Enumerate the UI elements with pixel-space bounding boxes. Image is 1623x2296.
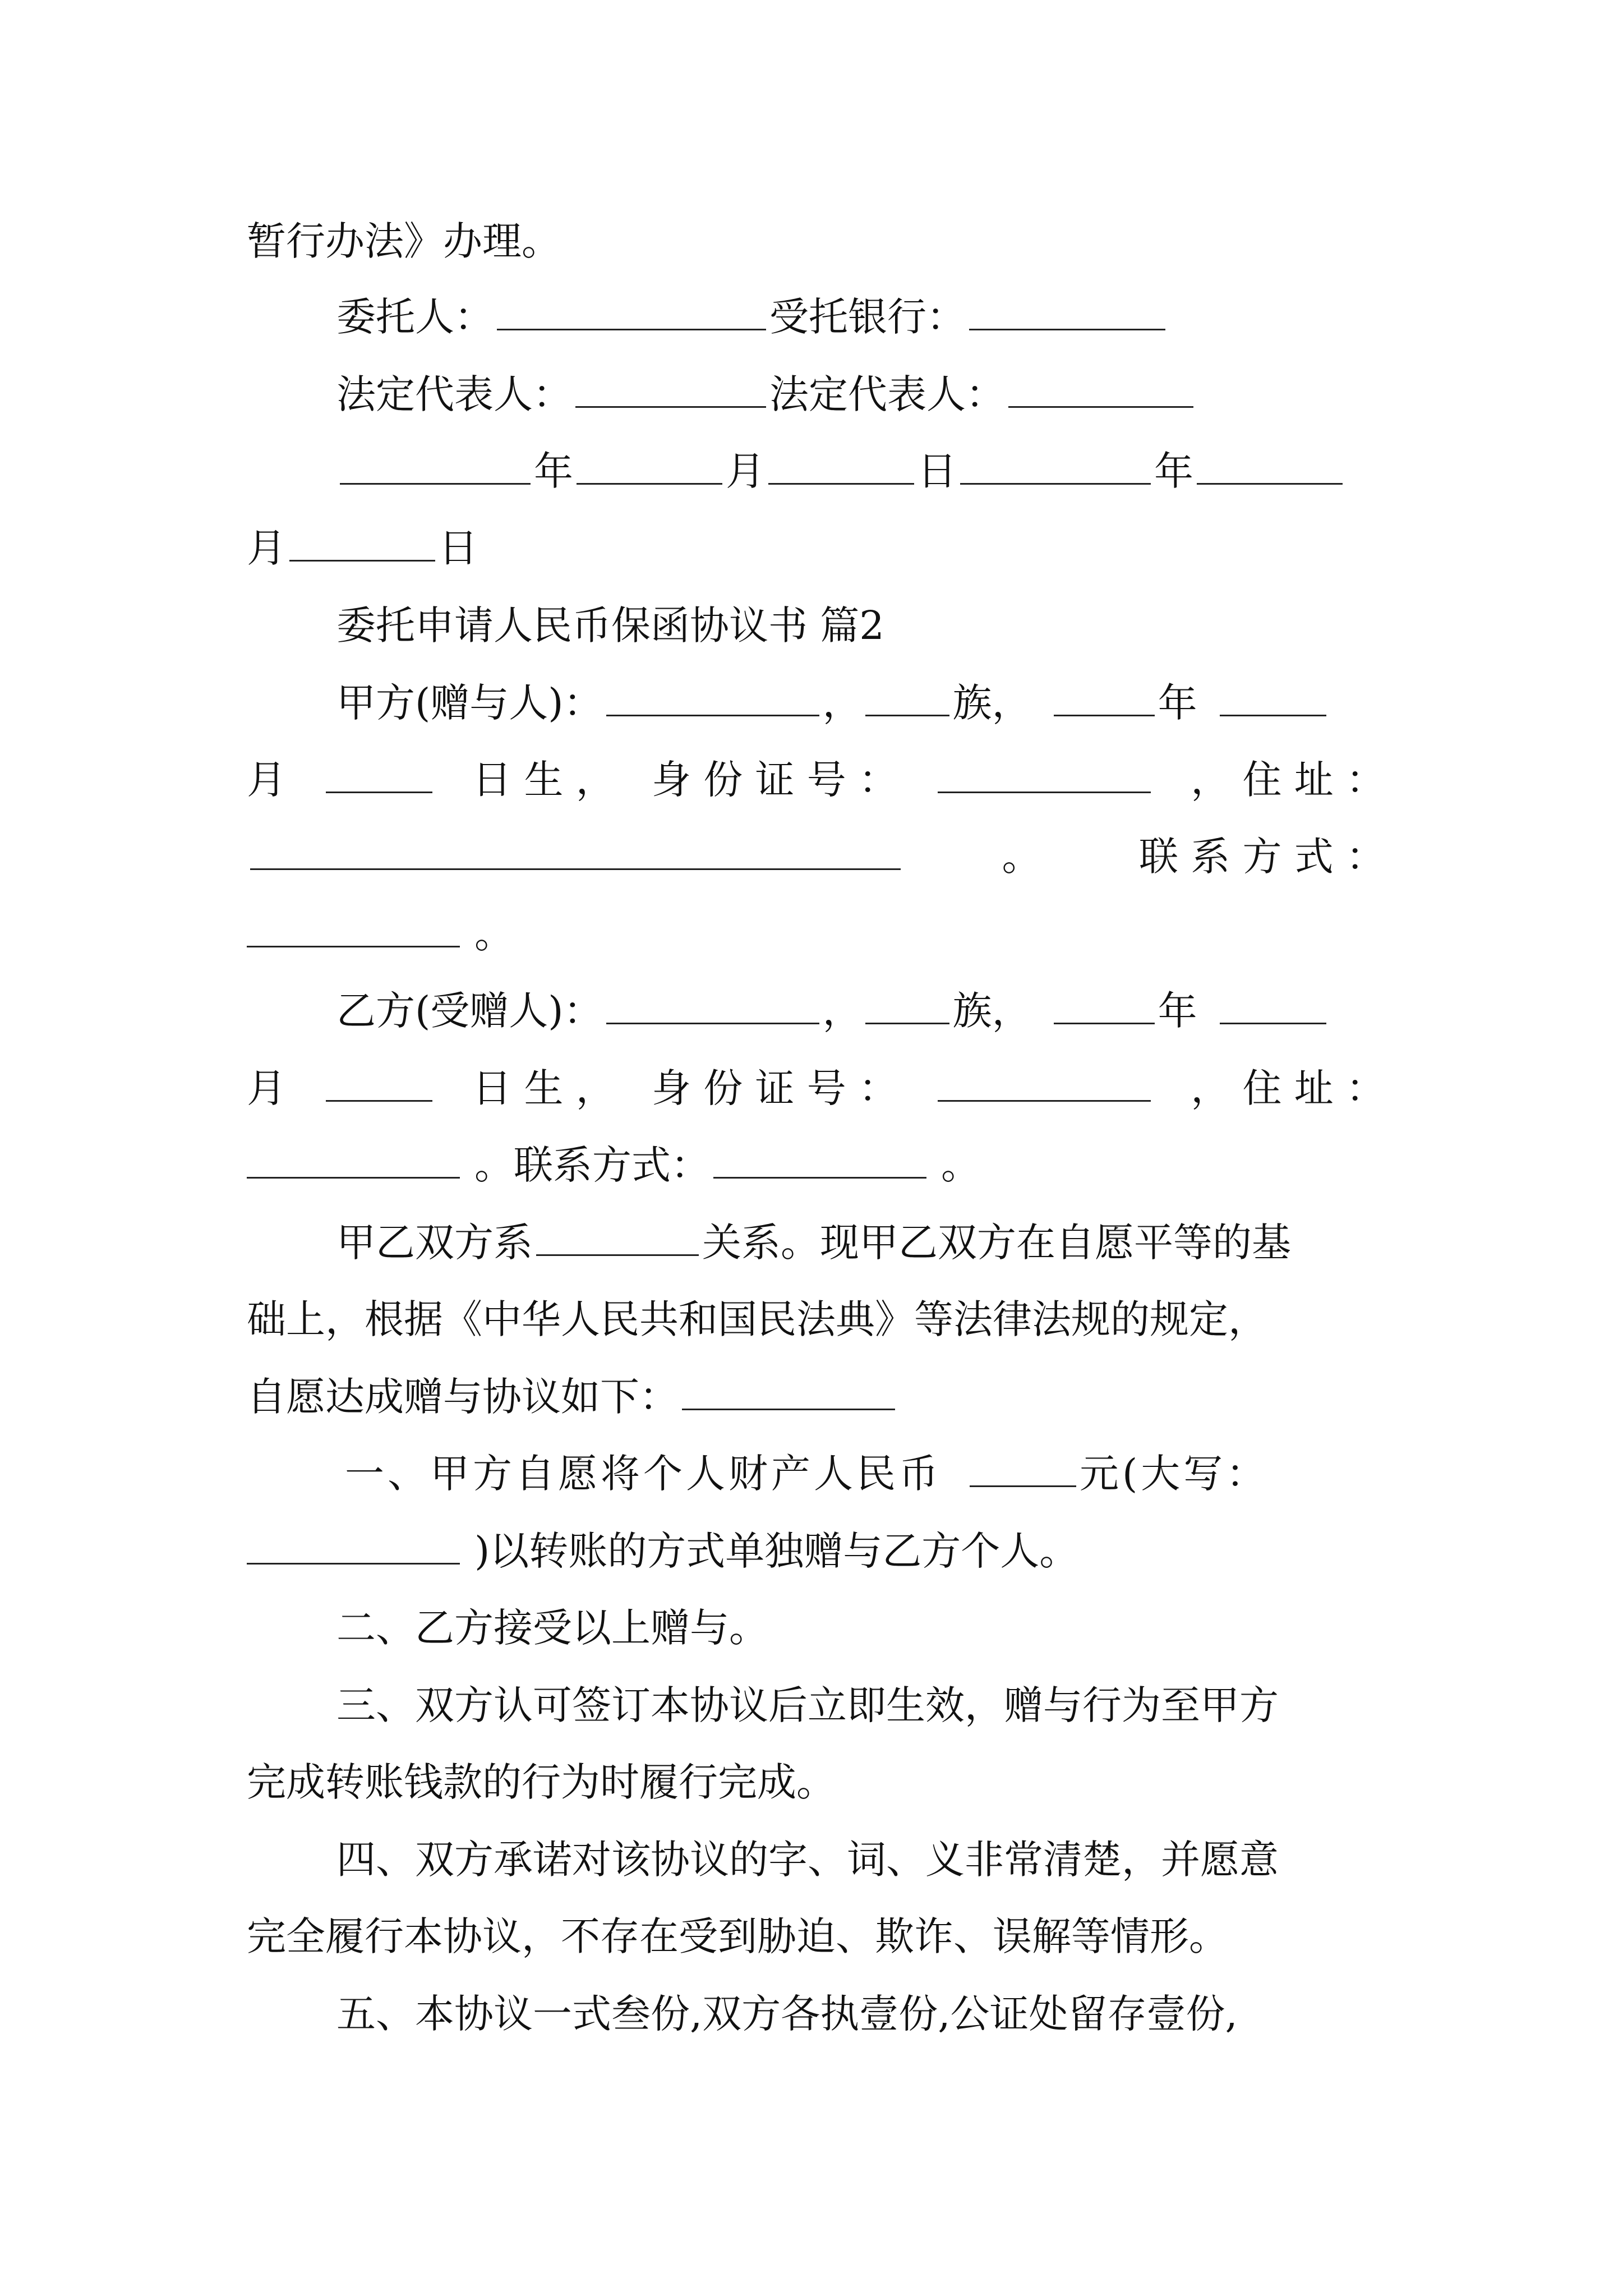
birth-label: 日 生 ，	[472, 757, 615, 803]
text-line	[247, 216, 1385, 266]
signature-line	[336, 292, 1385, 342]
month-label: 月	[247, 525, 286, 571]
contact-label: 。联系方式：	[474, 1142, 710, 1188]
address-label: ， 住 址 ：	[1191, 1065, 1385, 1111]
year-label: 年	[1158, 988, 1197, 1034]
blank-field	[340, 448, 531, 485]
blank-field	[577, 448, 722, 485]
blank-field	[497, 294, 766, 330]
day-label: 日	[439, 525, 478, 571]
paragraph-line	[247, 1372, 1385, 1422]
trustee-bank-label: 受托银行：	[769, 294, 966, 340]
month-label: 月	[247, 1065, 286, 1111]
clause-fragment: 元(大写：	[1080, 1451, 1269, 1497]
blank-field	[865, 988, 949, 1024]
clause-line	[336, 1680, 1385, 1731]
contact-label: 联 系 方 式 ：	[1138, 834, 1385, 880]
blank-field	[865, 680, 949, 716]
blank-field	[1008, 371, 1193, 408]
paragraph-fragment: 暂行办法》办理。	[247, 218, 561, 264]
blank-field	[970, 1451, 1076, 1487]
blank-field	[606, 988, 819, 1024]
id-number-label: 身 份 证 号 ：	[651, 1065, 898, 1111]
blank-field	[1054, 680, 1155, 716]
blank-field	[326, 1065, 432, 1102]
principal-label: 委托人：	[336, 294, 494, 340]
clause-fragment: 三、双方认可签订本协议后立即生效，赠与行为至甲方	[336, 1682, 1279, 1728]
clause-line	[247, 1757, 1385, 1807]
period: 。	[941, 1142, 980, 1188]
paragraph-line	[247, 1294, 1385, 1345]
period: 。	[1002, 834, 1041, 880]
clause-fragment: 完全履行本协议，不存在受到胁迫、欺诈、误解等情形。	[247, 1913, 1228, 1959]
clause-line	[345, 1448, 1394, 1499]
signature-line	[336, 369, 1385, 420]
blank-field	[1220, 988, 1326, 1024]
party-a-line	[247, 909, 1385, 959]
blank-field	[969, 294, 1165, 330]
clause-line	[247, 1911, 1385, 1962]
legal-rep-label: 法定代表人：	[769, 371, 1005, 417]
blank-field	[938, 1065, 1151, 1102]
clause-fragment: 二、乙方接受以上赠与。	[336, 1605, 768, 1651]
paragraph-line	[336, 1217, 1385, 1268]
comma: ，	[822, 680, 862, 726]
year-label: 年	[534, 448, 573, 494]
ethnic-label: 族，	[952, 680, 1031, 726]
blank-field	[1054, 988, 1155, 1024]
party-a-line	[247, 754, 1385, 805]
paragraph-fragment: 甲乙双方系	[336, 1220, 533, 1266]
paragraph-fragment: 自愿达成赠与协议如下：	[247, 1374, 679, 1420]
blank-field	[938, 757, 1151, 793]
blank-field	[247, 1142, 460, 1179]
day-label: 日	[917, 448, 957, 494]
year-label: 年	[1158, 680, 1197, 726]
blank-field	[575, 371, 766, 408]
blank-field	[250, 834, 901, 870]
clause-line	[336, 1989, 1385, 2039]
ethnic-label: 族，	[952, 988, 1031, 1034]
blank-field	[960, 448, 1151, 485]
legal-rep-label: 法定代表人：	[336, 371, 572, 417]
month-label: 月	[247, 757, 286, 803]
blank-field	[289, 525, 435, 562]
id-number-label: 身 份 证 号 ：	[651, 757, 898, 803]
clause-fragment: 完成转账钱款的行为时履行完成。	[247, 1759, 836, 1805]
date-line	[247, 523, 1385, 573]
party-b-line	[336, 986, 1385, 1036]
blank-field	[768, 448, 914, 485]
party-a-line	[336, 678, 1385, 728]
period: 。	[474, 911, 514, 957]
blank-field	[326, 757, 432, 793]
blank-field	[1220, 680, 1326, 716]
blank-field	[536, 1220, 699, 1256]
clause-line	[247, 1526, 1385, 1576]
paragraph-fragment: 关系。现甲乙双方在自愿平等的基	[702, 1220, 1291, 1266]
month-label: 月	[726, 448, 765, 494]
clause-fragment: 五、本协议一式叁份,双方各执壹份,公证处留存壹份,	[336, 1991, 1238, 2037]
blank-field	[606, 680, 819, 716]
year-label: 年	[1154, 448, 1193, 494]
comma: ，	[822, 988, 862, 1034]
party-a-label: 甲方(赠与人)：	[336, 680, 603, 726]
clause-line	[336, 1834, 1385, 1885]
clause-line	[336, 1603, 1385, 1653]
paragraph-fragment: 础上，根据《中华人民共和国民法典》等法律法规的规定，	[247, 1296, 1267, 1342]
blank-field	[682, 1374, 895, 1410]
address-label: ， 住 址 ：	[1191, 757, 1385, 803]
clause-fragment: 四、双方承诺对该协议的字、词、义非常清楚，并愿意	[336, 1837, 1279, 1883]
date-line	[336, 446, 1385, 496]
blank-field	[247, 1528, 460, 1565]
blank-field	[1197, 448, 1343, 485]
party-b-label: 乙方(受赠人)：	[336, 988, 603, 1034]
birth-label: 日 生 ，	[472, 1065, 615, 1111]
clause-fragment: 一、甲方自愿将个人财产人民币	[345, 1451, 942, 1497]
party-a-line	[247, 831, 1385, 882]
clause-fragment: )以转账的方式单独赠与乙方个人。	[474, 1528, 1079, 1574]
party-b-line	[247, 1063, 1385, 1114]
party-b-line	[247, 1140, 1385, 1190]
section-title: 委托申请人民币保函协议书 篇2	[336, 602, 884, 648]
blank-field	[713, 1142, 926, 1179]
blank-field	[247, 911, 460, 947]
